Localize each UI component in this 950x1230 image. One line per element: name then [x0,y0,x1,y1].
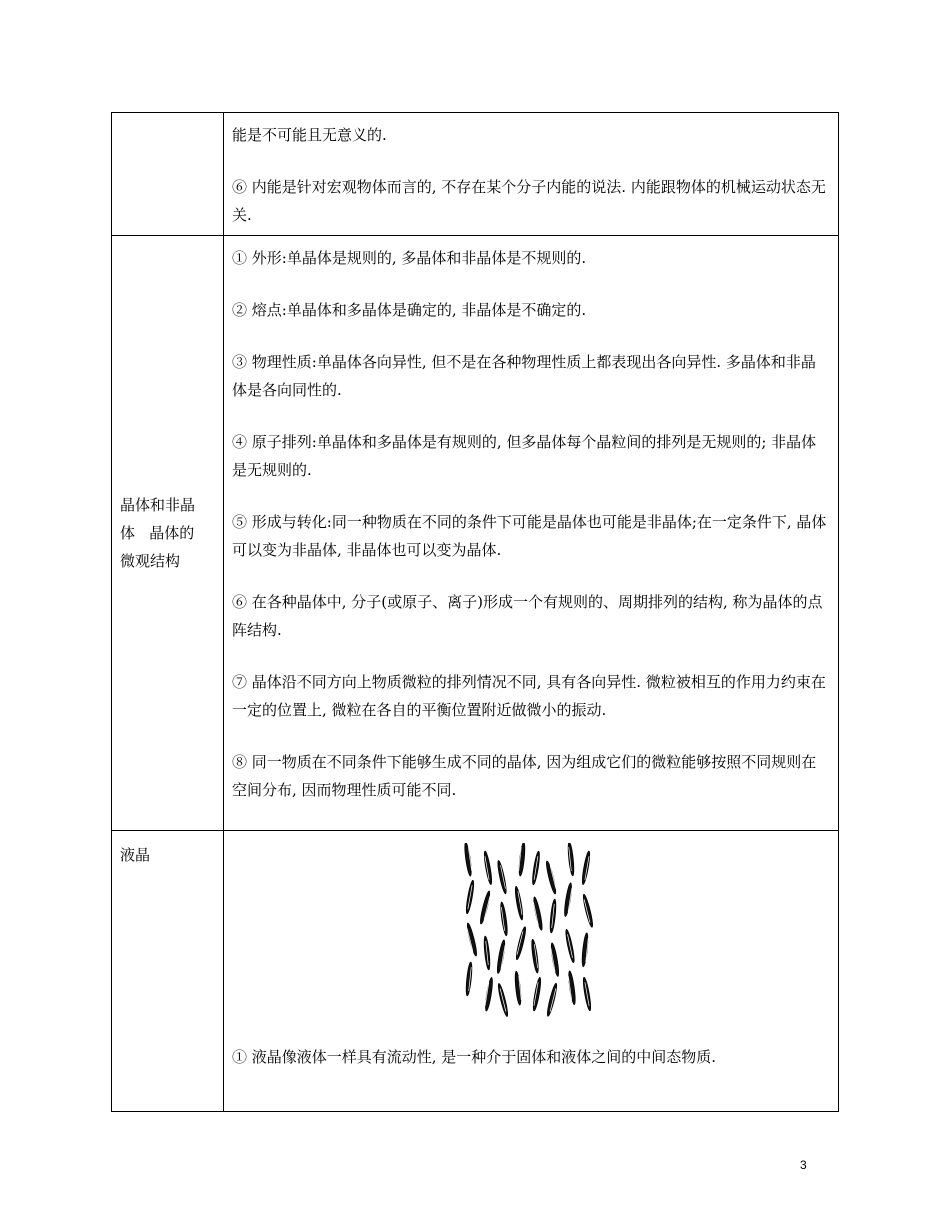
paragraph: ④ 原子排列:单晶体和多晶体是有规则的, 但多晶体每个晶粒间的排列是无规则的; 非晶体是无规则的. [232,433,817,479]
liquid-crystal-molecule [581,933,589,967]
liquid-crystal-molecule [518,843,526,876]
row-content-cell [224,236,839,831]
liquid-crystal-molecule [514,971,522,1005]
liquid-crystal-molecule [479,890,491,924]
row-label-cell [112,113,224,236]
liquid-crystal-molecule [567,843,575,876]
paragraph: 能是不可能且无意义的. [232,126,387,144]
liquid-crystal-molecule [466,922,478,956]
liquid-crystal-molecule [532,896,543,930]
page-number: 3 [800,1158,807,1172]
row-content-cell [224,113,839,236]
row-label-cell [112,831,224,1112]
liquid-crystal-molecule [499,902,508,936]
liquid-crystal-molecule [530,939,539,973]
row-label-line: 晶体和非晶 [120,496,196,514]
liquid-crystal-molecule [483,851,493,885]
paragraph: ⑥ 在各种晶体中, 分子(或原子、离子)形成一个有规则的、周期排列的结构, 称为晶体的点阵结构. [232,593,823,639]
liquid-crystal-molecule [545,860,557,894]
paragraph: ② 熔点:单晶体和多晶体是确定的, 非晶体是不确定的. [232,301,587,319]
liquid-crystal-molecule [515,926,527,960]
row-label-line: 体 晶体的 [120,524,195,542]
liquid-crystal-molecule [532,977,542,1011]
liquid-crystal-molecule [463,843,472,876]
paragraph: ⑤ 形成与转化:同一种物质在不同的条件下可能是晶体也可能是非晶体;在一定条件下, 晶体可以变为非晶体, 非晶体也可以变为晶体. [232,513,827,559]
liquid-crystal-molecule [546,983,558,1017]
paragraph: ⑥ 内能是针对宏观物体而言的, 不存在某个分子内能的说法. 内能跟物体的机械运动状态无关. [232,178,826,224]
paragraph: ⑦ 晶体沿不同方向上物质微粒的排列情况不同, 具有各向异性. 微粒被相互的作用力约束在一定的位置上, 微粒在各自的平衡位置附近做微小的振动. [232,673,826,719]
content-table [111,112,839,1112]
row-label-line: 微观结构 [120,552,181,570]
table-row-internal-energy [112,113,839,236]
paragraph: ③ 物理性质:单晶体各向异性, 但不是在各种物理性质上都表现出各向异性. 多晶体和非晶体是各向同性的. [232,353,816,399]
paragraph: ① 液晶像液体一样具有流动性, 是一种介于固体和液体之间的中间态物质. [232,1048,717,1066]
row-label-cell [112,236,224,831]
paragraph: ① 外形:单晶体是规则的, 多晶体和非晶体是不规则的. [232,249,587,267]
paragraph: ⑧ 同一物质在不同条件下能够生成不同的晶体, 因为组成它们的微粒能够按照不同规则在空间分布, 因而物理性质可能不同. [232,753,817,799]
liquid-crystal-molecule [581,851,591,885]
row-content-cell [224,831,839,1112]
table-row-liquid-crystal [112,831,839,1112]
liquid-crystal-molecule [514,886,524,920]
liquid-crystal-molecules-illustration [460,843,600,1035]
liquid-crystal-molecule [582,894,594,928]
row-label-line: 液晶 [120,846,151,864]
table-row-crystal-structure [112,236,839,831]
liquid-crystal-molecule [496,860,507,894]
liquid-crystal-figure [232,839,828,1043]
